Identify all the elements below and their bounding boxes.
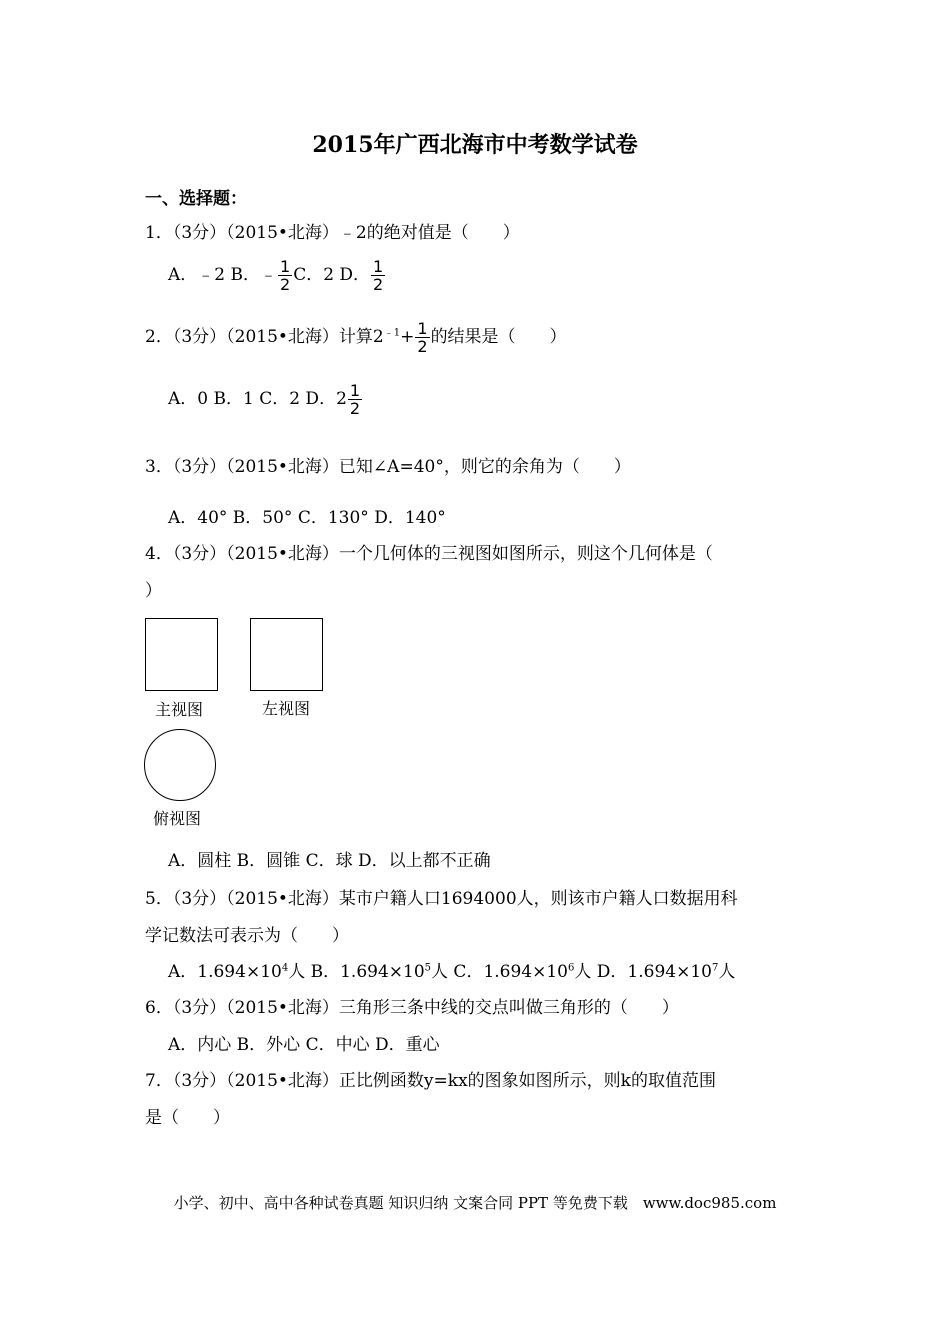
q2-stem-b: 的结果是（ ） [430,327,567,347]
q2-stem-a: 2．（3分）（2015•北海）计算2 [145,327,384,347]
q5-exp-d: 7 [711,962,719,974]
front-view-square [145,618,218,691]
q3-stem: 3．（3分）（2015•北海）已知∠A=40°，则它的余角为（ ） [145,457,631,477]
q6-options: A．内心 B．外心 C．中心 D．重心 [168,1035,440,1055]
q1-option-cd: C．2 D． [293,265,371,285]
q5-exp-a: 4 [281,962,289,974]
q1-stem: 1．（3分）（2015•北海）﹣2的绝对值是（ ） [145,223,520,243]
q4-stem-line1: 4．（3分）（2015•北海）一个几何体的三视图如图所示，则这个几何体是（ [145,544,713,564]
q2-exponent: ﹣1 [383,327,401,339]
q1-option-ab: A．﹣2 B．﹣ [168,265,277,285]
page-footer: 小学、初中、高中各种试卷真题 知识归纳 文案合同 PPT 等免费下载 www.doc985.com [173,1194,777,1212]
front-view-caption: 主视图 [155,700,204,719]
q4-stem-line2: ） [145,581,162,601]
fraction-numerator: 1 [373,257,384,276]
fraction-denominator: 2 [349,399,361,418]
top-view-circle [144,729,216,801]
q2-fraction [415,320,429,355]
q5-exp-c: 6 [568,962,575,974]
left-view-caption: 左视图 [262,699,311,718]
q5-stem-line1: 5．（3分）（2015•北海）某市户籍人口1694000人，则该市户籍人口数据用科 [145,889,738,909]
q7-stem-line2: 是（ ） [145,1108,230,1128]
q2-option-text: A．0 B．1 C．2 D．2 [168,389,347,409]
fraction-denominator: 2 [417,337,428,356]
q3-options: A．40° B．50° C．130° D．140° [168,508,446,528]
q2-options [168,382,363,417]
q2-stem [145,320,567,355]
q5-option-b: 人 B．1.694×10 [288,962,425,982]
q5-option-a: A．1.694×10 [168,962,282,982]
fraction-denominator: 2 [280,275,291,294]
q6-stem: 6．（3分）（2015•北海）三角形三条中线的交点叫做三角形的（ ） [145,998,679,1018]
fraction-denominator: 2 [373,275,384,294]
page-title: 2015年广西北海市中考数学试卷 [312,132,638,158]
q5-stem-line2: 学记数法可表示为（ ） [145,926,349,946]
q4-options: A．圆柱 B．圆锥 C．球 D．以上都不正确 [168,851,491,871]
q5-option-d: 人 D．1.694×10 [574,962,712,982]
q5-exp-b: 5 [424,962,432,974]
q1-fraction-b [278,258,292,293]
fraction-numerator: 1 [349,381,361,400]
q5-options [168,957,735,982]
q1-fraction-d [371,258,385,293]
fraction-numerator: 1 [280,257,291,276]
q7-stem-line1: 7．（3分）（2015•北海）正比例函数y=kx的图象如图所示，则k的取值范围 [145,1071,716,1091]
q5-option-c: 人 C．1.694×10 [431,962,568,982]
q5-option-end: 人 [718,962,736,982]
section-heading: 一、选择题： [145,189,247,209]
q2-fraction-d [348,382,362,417]
fraction-numerator: 1 [417,319,428,338]
q1-options [168,258,386,293]
q2-plus: + [400,327,415,347]
left-view-square [250,618,323,691]
top-view-caption: 俯视图 [153,809,202,828]
